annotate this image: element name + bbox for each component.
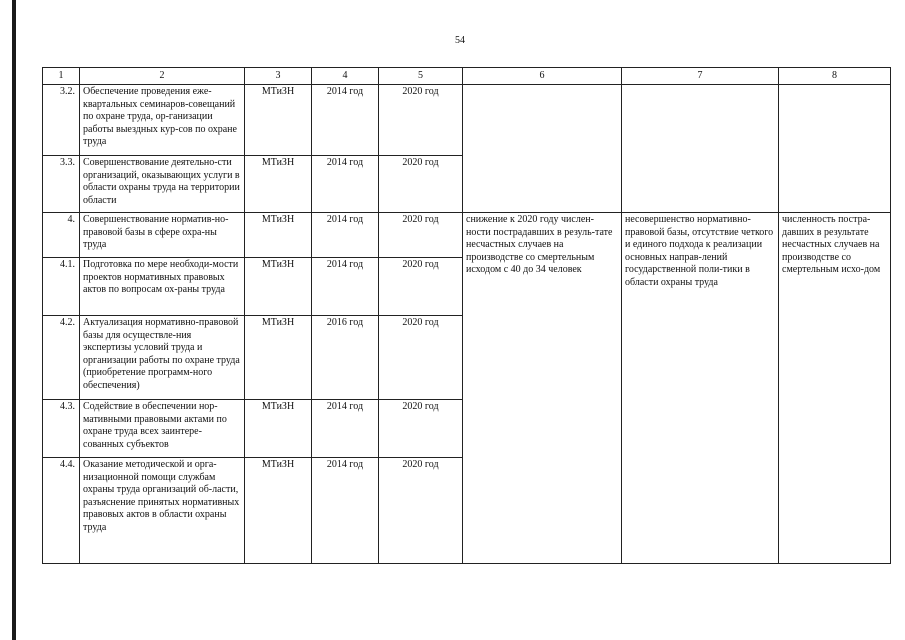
column-header: 6	[463, 68, 622, 85]
item-end-year: 2020 год	[379, 156, 463, 213]
column-header: 3	[245, 68, 312, 85]
item-executor: МТиЗН	[245, 258, 312, 316]
item-executor: МТиЗН	[245, 213, 312, 258]
item-start-year: 2014 год	[312, 400, 379, 458]
column-header: 7	[622, 68, 779, 85]
item-number: 4.4.	[43, 458, 80, 564]
table-row	[43, 213, 891, 258]
item-description: Обеспечение проведения еже-квартальных семинаров-совещаний по охране труда, ор-ганизации работы выездных кур-сов по охране труда	[80, 85, 245, 156]
item-end-year: 2020 год	[379, 258, 463, 316]
column-number-row	[43, 68, 891, 85]
item-description: Совершенствование норматив-но- правовой базы в сфере охра-ны труда	[80, 213, 245, 258]
column-header: 8	[779, 68, 891, 85]
item-number: 3.2.	[43, 85, 80, 156]
column-header: 4	[312, 68, 379, 85]
item-executor: МТиЗН	[245, 156, 312, 213]
item-start-year: 2014 год	[312, 85, 379, 156]
item-description: Содействие в обеспечении нор-мативными правовыми актами по охране труда всех заинтере-сованных субъектов	[80, 400, 245, 458]
item-description: Оказание методической и орга-низационной помощи службам охраны труда организаций об-ласти, разъяснение принятых нормативных правовых актов в области охраны труда	[80, 458, 245, 564]
item-description: Актуализация нормативно-правовой базы для осуществле-ния экспертизы условий труда и организации работы по охране труда (приобретение программ-ного обеспечения)	[80, 316, 245, 400]
empty-merged-cell	[779, 85, 891, 213]
item-start-year: 2014 год	[312, 458, 379, 564]
item-end-year: 2020 год	[379, 400, 463, 458]
item-executor: МТиЗН	[245, 316, 312, 400]
action-plan-table	[42, 67, 891, 564]
item-start-year: 2014 год	[312, 156, 379, 213]
column-header: 5	[379, 68, 463, 85]
item-number: 4.	[43, 213, 80, 258]
empty-merged-cell	[622, 85, 779, 213]
item-start-year: 2014 год	[312, 258, 379, 316]
item-number: 4.1.	[43, 258, 80, 316]
expected-result-cell: снижение к 2020 году числен-ности пострадавших в резуль-тате несчастных случаев на производстве со смертельным исходом с 40 до 34 человек	[463, 213, 622, 564]
column-header: 1	[43, 68, 80, 85]
item-end-year: 2020 год	[379, 458, 463, 564]
empty-merged-cell	[463, 85, 622, 213]
item-end-year: 2020 год	[379, 316, 463, 400]
item-number: 4.2.	[43, 316, 80, 400]
item-number: 3.3.	[43, 156, 80, 213]
column-header: 2	[80, 68, 245, 85]
item-start-year: 2014 год	[312, 213, 379, 258]
item-description: Подготовка по мере необходи-мости проектов нормативных правовых актов по вопросам ох-раны труда	[80, 258, 245, 316]
item-start-year: 2016 год	[312, 316, 379, 400]
scan-edge-line	[12, 0, 16, 640]
item-number: 4.3.	[43, 400, 80, 458]
risk-description-cell: несовершенство нормативно-правовой базы, отсутствие четкого и единого подхода к реализации основных направ-лений государственной поли-тики в области охраны труда	[622, 213, 779, 564]
item-end-year: 2020 год	[379, 85, 463, 156]
indicator-cell: численность постра-давших в результате несчастных случаев на производстве со смертельным исхо-дом	[779, 213, 891, 564]
table-row	[43, 85, 891, 156]
item-executor: МТиЗН	[245, 458, 312, 564]
item-description: Совершенствование деятельно-сти организаций, оказывающих услуги в области охраны труда на территории области	[80, 156, 245, 213]
item-executor: МТиЗН	[245, 400, 312, 458]
item-end-year: 2020 год	[379, 213, 463, 258]
page-number: 54	[455, 35, 465, 46]
item-executor: МТиЗН	[245, 85, 312, 156]
